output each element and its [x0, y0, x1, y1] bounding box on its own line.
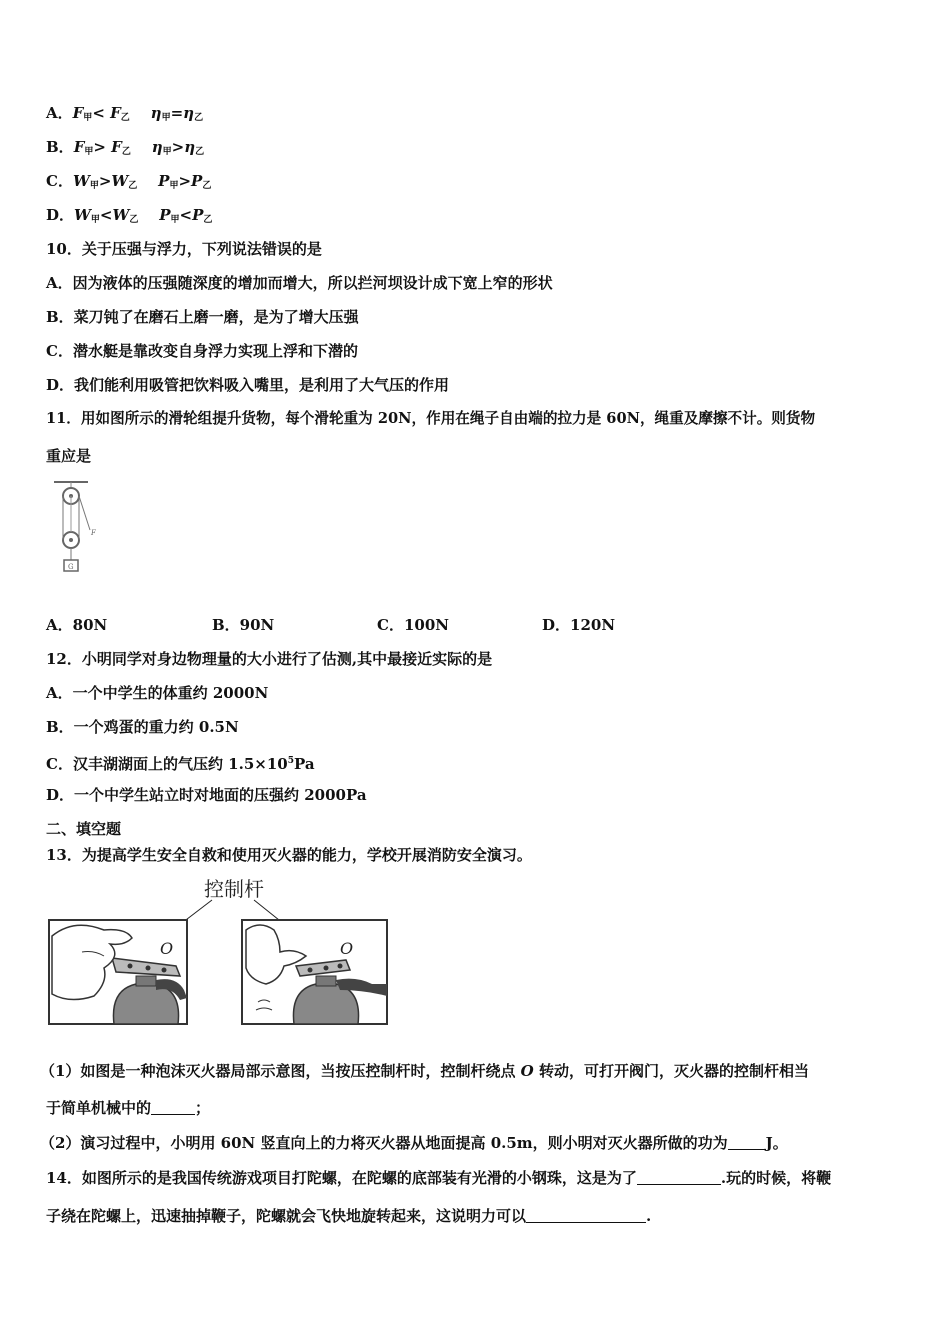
pivot-o-right: O	[340, 939, 354, 958]
q10-option-c: C．潜水艇是靠改变自身浮力实现上浮和下潜的	[46, 342, 358, 360]
weight-label: G	[68, 563, 74, 571]
q12-option-c: C．汉丰湖湖面上的气压约 $1.5\times 10^5Pa$	[46, 755, 315, 773]
q9-option-a: A．$F_甲< F_乙$ $\eta_甲=\eta_乙$	[46, 104, 204, 123]
section-heading: 二、填空题	[46, 820, 122, 838]
q11-stem-continued: 重应是	[46, 447, 92, 465]
q12-option-a: A．一个中学生的体重约 2000N	[46, 684, 269, 702]
fire-extinguisher-figure	[44, 872, 394, 1030]
q13-part2: （2）演习过程中，小明用 60N 竖直向上的力将灭火器从地面提高 0.5m，则小明对灭火器所做的功为 J。	[40, 1134, 788, 1152]
q11-option-d: D．120N	[542, 616, 616, 634]
q13-part1-continued: 于简单机械中的 ；	[46, 1099, 211, 1117]
q11-stem: 11．用如图所示的滑轮组提升货物，每个滑轮重为 20N，作用在绳子自由端的拉力是 60N，绳重及摩擦不计。则货物	[46, 410, 816, 427]
q13-stem: 13．为提高学生安全自救和使用灭火器的能力，学校开展消防安全演习。	[46, 846, 532, 864]
answer-blank-4[interactable]	[526, 1207, 646, 1223]
q12-option-b: B．一个鸡蛋的重力约 0.5N	[46, 718, 239, 736]
q11-option-a: A．80N	[46, 616, 108, 634]
control-lever-label: 控制杆	[204, 877, 264, 901]
q11-option-b: B．90N	[212, 616, 275, 634]
q10-stem: 10．关于压强与浮力，下列说法错误的是	[46, 240, 322, 258]
force-label: F	[91, 529, 96, 537]
q14-line-1: 14．如图所示的是我国传统游戏项目打陀螺，在陀螺的底部装有光滑的小钢珠，这是为了 .玩的时候，将鞭	[46, 1169, 832, 1187]
q13-part1: （1）如图是一种泡沫灭火器局部示意图，当按压控制杆时，控制杆绕点 O 转动，可打开阀门，灭火器的控制杆相当	[40, 1062, 809, 1080]
answer-blank-2[interactable]	[728, 1134, 766, 1150]
q11-options	[46, 615, 906, 635]
pulley-system-figure	[50, 478, 106, 578]
answer-blank-1[interactable]	[151, 1099, 195, 1115]
q12-stem: 12．小明同学对身边物理量的大小进行了估测,其中最接近实际的是	[46, 650, 493, 668]
q14-line-2: 子绕在陀螺上，迅速抽掉鞭子，陀螺就会飞快地旋转起来，这说明力可以 .	[46, 1207, 652, 1225]
q9-option-d: D．$W_甲<W_乙$ $P_甲<P_乙$	[46, 206, 213, 225]
q10-option-a: A．因为液体的压强随深度的增加而增大，所以拦河坝设计成下宽上窄的形状	[46, 274, 553, 292]
q12-option-d: D．一个中学生站立时对地面的压强约 2000Pa	[46, 786, 367, 804]
q9-option-b: B．$F_甲> F_乙$ $\eta_甲>\eta_乙$	[46, 138, 205, 157]
q10-option-b: B．菜刀钝了在磨石上磨一磨，是为了增大压强	[46, 308, 359, 326]
q9-option-c: C．$W_甲>W_乙$ $P_甲>P_乙$	[46, 172, 212, 191]
q10-option-d: D．我们能利用吸管把饮料吸入嘴里，是利用了大气压的作用	[46, 376, 450, 394]
answer-blank-3[interactable]	[637, 1169, 721, 1185]
q11-option-c: C．100N	[377, 616, 449, 634]
pivot-o-left: O	[160, 939, 174, 958]
